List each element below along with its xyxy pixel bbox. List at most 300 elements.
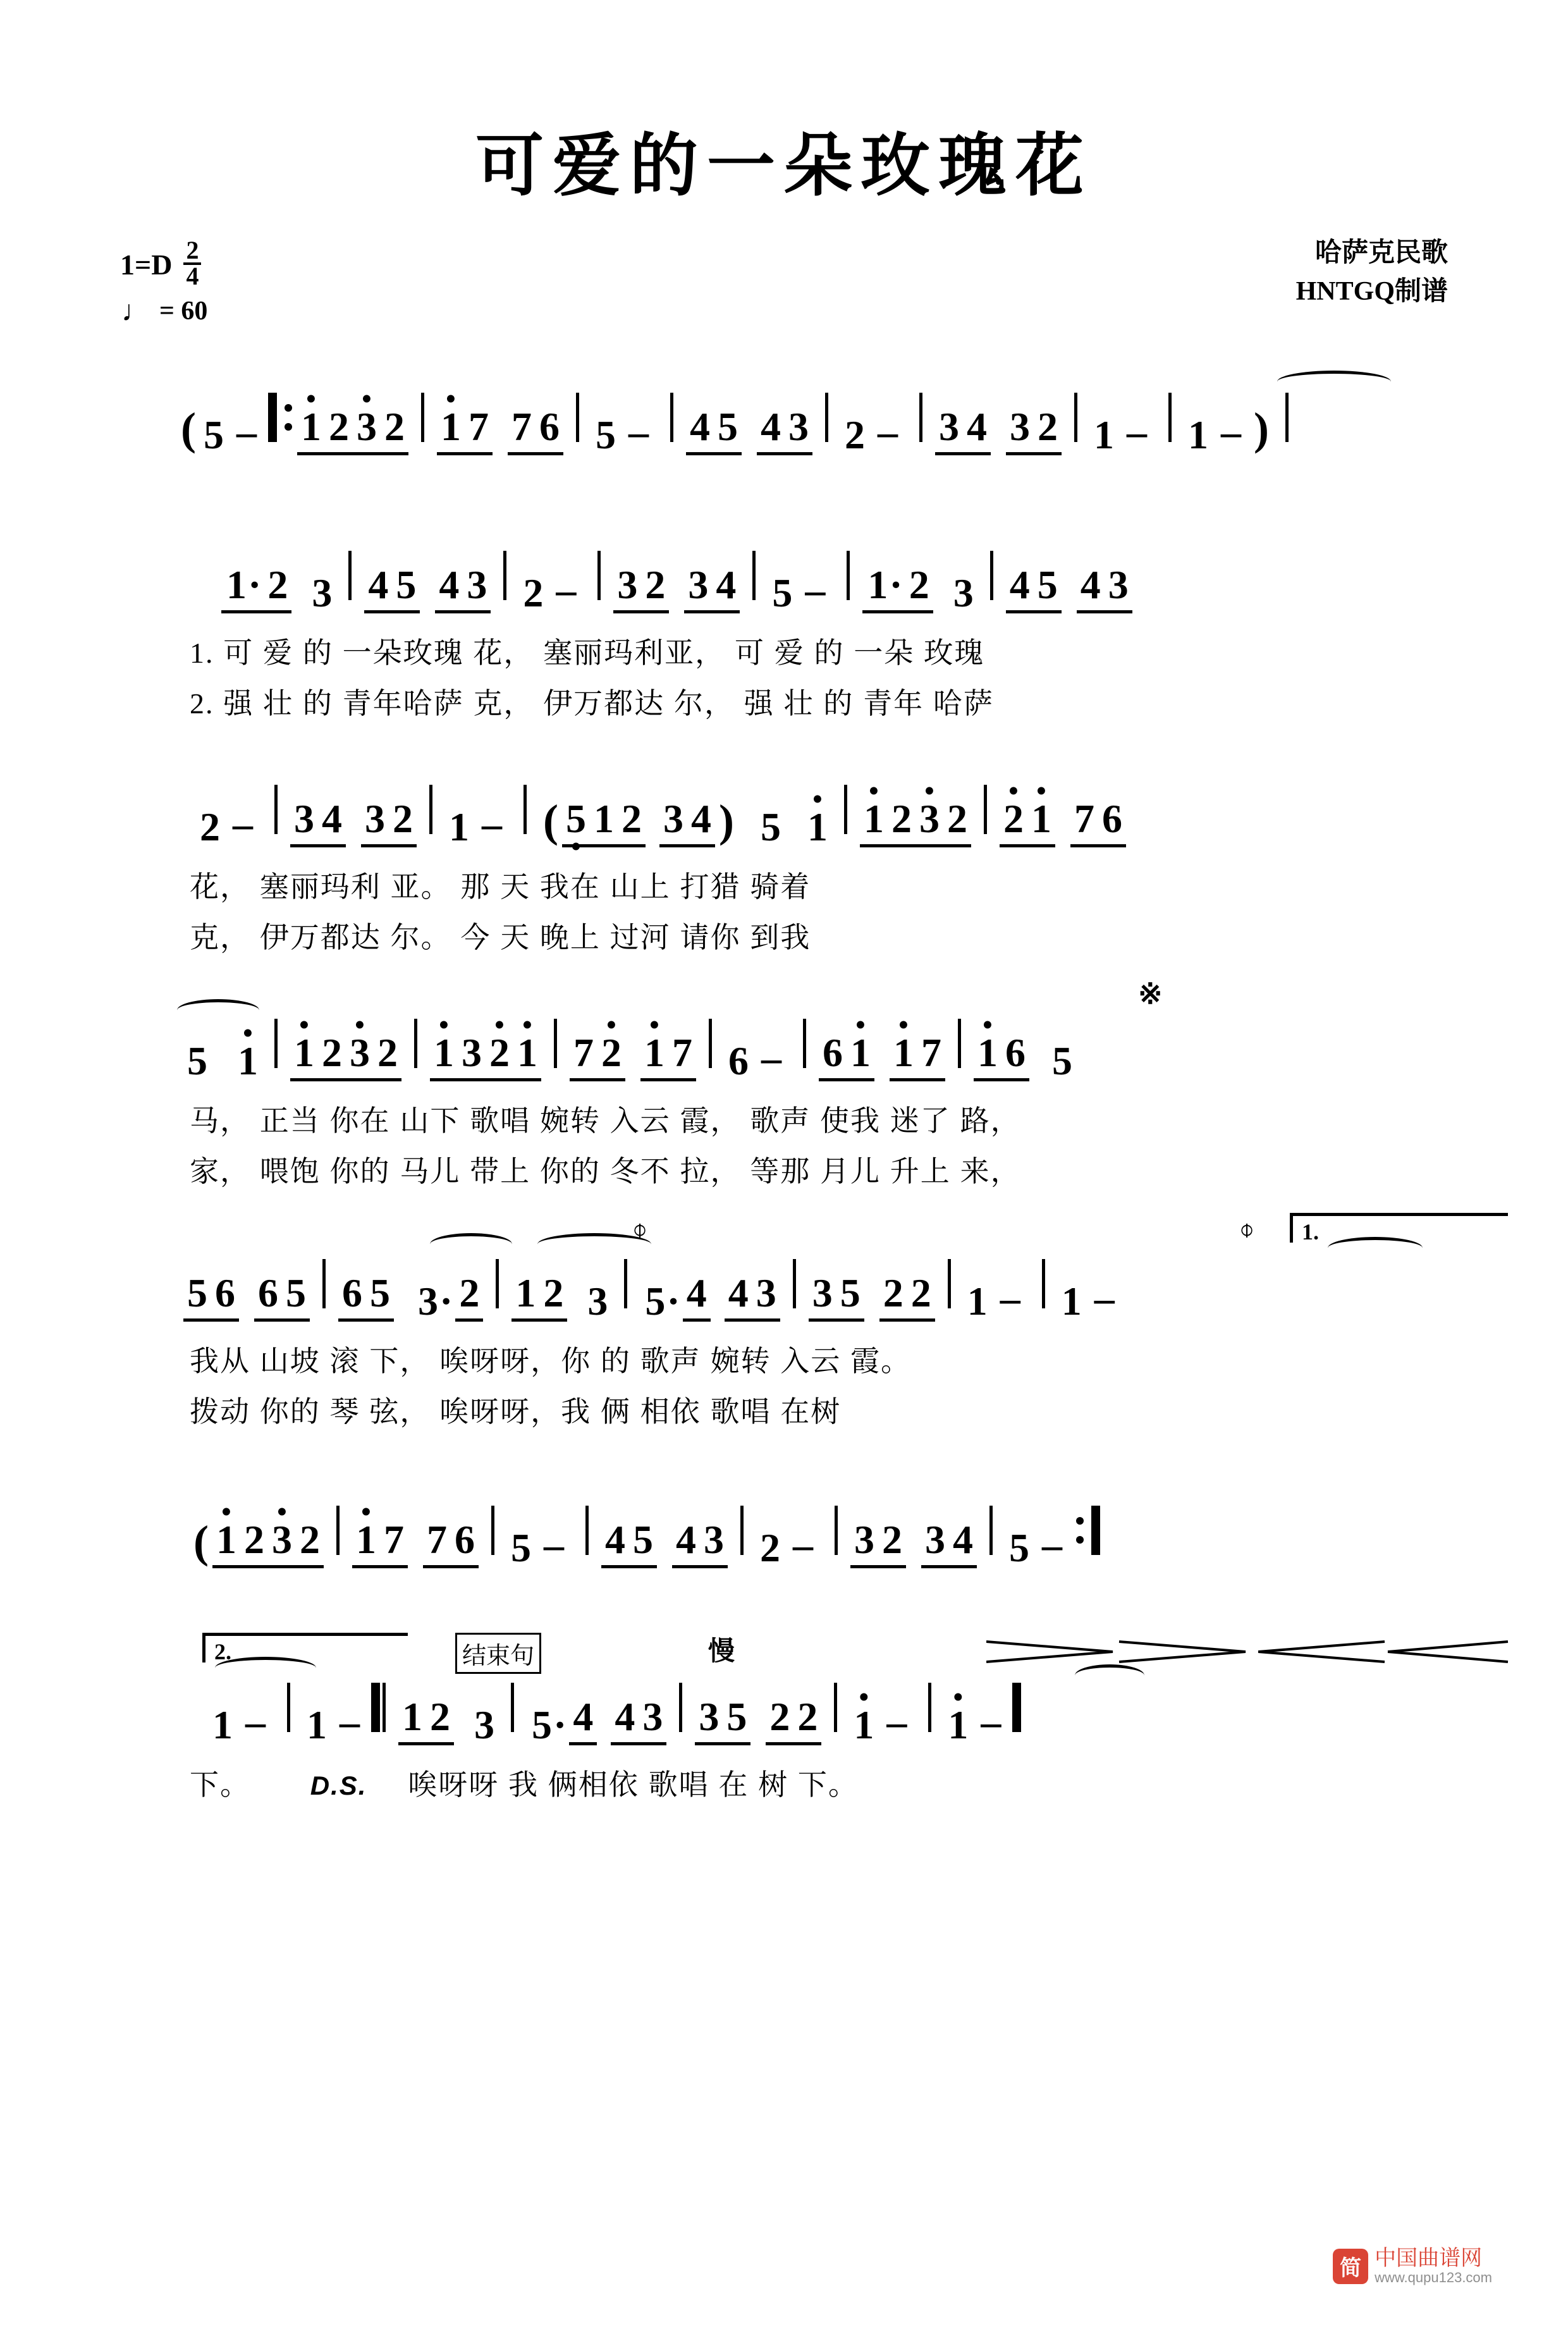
barline xyxy=(496,1259,499,1308)
beamed-group xyxy=(672,1517,728,1568)
note: 7 xyxy=(1074,796,1094,841)
barline xyxy=(928,1683,931,1732)
note: 3 xyxy=(953,570,974,615)
note: 4 xyxy=(1009,562,1030,607)
note: 5 xyxy=(286,1270,306,1315)
note: 5 xyxy=(772,570,793,615)
note: 5 • xyxy=(562,799,590,839)
note-dash: – xyxy=(1126,409,1147,454)
note: • 3 xyxy=(353,407,381,447)
beamed-group xyxy=(757,404,812,455)
paren-open: ( xyxy=(543,796,558,846)
note: 7 xyxy=(921,1030,941,1075)
note: 5 xyxy=(717,404,738,449)
note: 1 xyxy=(967,1279,988,1324)
note: 5 xyxy=(203,412,224,457)
note: 4 xyxy=(952,1517,973,1562)
note: 5 xyxy=(510,1525,531,1570)
beamed-group xyxy=(695,1694,750,1745)
note: 4 xyxy=(689,404,710,449)
note: • 2 xyxy=(1000,799,1027,839)
lyric-line xyxy=(101,1762,1467,1804)
note-dash: – xyxy=(340,1699,360,1744)
beamed-group xyxy=(686,404,742,455)
paren-close: ) xyxy=(1253,403,1269,454)
note: 2 xyxy=(769,1694,790,1739)
note: 3 xyxy=(587,1279,608,1324)
note-dash: – xyxy=(877,409,898,454)
barline xyxy=(274,1019,278,1068)
time-signature xyxy=(183,236,201,290)
beamed-group xyxy=(290,796,346,847)
note: 7 xyxy=(573,1030,594,1075)
note: 6 xyxy=(342,1270,362,1315)
barline xyxy=(835,1506,838,1555)
note: 5 xyxy=(1052,1038,1072,1083)
note: 7 xyxy=(511,404,532,449)
barline xyxy=(597,551,601,600)
note-dash: – xyxy=(233,801,253,846)
note: 2 xyxy=(759,1525,780,1570)
system-verse-3 xyxy=(101,978,1467,1189)
note: 3 xyxy=(365,796,385,841)
note: 2 xyxy=(621,796,642,841)
lyric-text: 家， 喂饱 你的 马儿 带上 你的 冬不 拉， 等那 月儿 升上 来， xyxy=(190,1155,1021,1188)
verse-number: 2. xyxy=(190,687,214,720)
staff-line-interlude xyxy=(101,1492,1467,1568)
note-dash: – xyxy=(805,567,826,612)
note: • 1 xyxy=(850,1705,878,1745)
system-intro xyxy=(101,379,1467,487)
beamed-group xyxy=(570,1030,625,1081)
note: 1 xyxy=(1061,1279,1082,1324)
note-dotted: 3 · xyxy=(414,1281,455,1322)
barline xyxy=(421,393,424,442)
note: 2 xyxy=(881,1517,902,1562)
system-verse-2 xyxy=(101,771,1467,955)
beamed-group xyxy=(684,562,740,613)
volta-bracket-2 xyxy=(202,1633,408,1662)
note: 6 xyxy=(1101,796,1122,841)
time-signature-numerator: 2 xyxy=(183,239,201,265)
note: 2 xyxy=(946,796,967,841)
verse-number: 1. xyxy=(190,637,214,669)
repeat-end-dots xyxy=(1076,1506,1084,1555)
lyric-text: 唉呀呀 我 俩相依 歌唱 在 树 下。 xyxy=(408,1768,859,1801)
note: 2 xyxy=(328,404,349,449)
barline xyxy=(287,1683,290,1732)
beamed-group xyxy=(659,796,715,847)
beamed-group xyxy=(613,562,669,613)
note-dash: – xyxy=(1220,409,1241,454)
note: • 3 xyxy=(268,1520,296,1560)
key-signature-text: 1=D xyxy=(120,249,173,281)
beamed-group xyxy=(297,404,408,455)
note: 3 xyxy=(924,1517,945,1562)
system-ending xyxy=(101,1636,1467,1859)
note: • 1 xyxy=(437,407,465,447)
note: 2 xyxy=(393,796,413,841)
beamed-group xyxy=(921,1517,977,1568)
tempo-value: = 60 xyxy=(159,297,208,326)
note: 3 xyxy=(703,1517,724,1562)
note: 3 xyxy=(756,1270,776,1315)
beamed-group xyxy=(508,404,563,455)
key-signature xyxy=(120,236,201,290)
barline xyxy=(274,785,278,834)
note-dash: – xyxy=(245,1699,266,1744)
note: • 1 xyxy=(352,1520,380,1560)
lyric-text: 可 爱 的 一朵玫瑰 花， 塞丽玛利亚， 可 爱 的 一朵 玫瑰 xyxy=(223,636,985,669)
note-dash: – xyxy=(792,1522,813,1567)
note: 6 xyxy=(1005,1030,1026,1075)
beamed-group xyxy=(879,1270,935,1322)
lyric-text: 强 壮 的 青年哈萨 克， 伊万都达 尔， 强 壮 的 青年 哈萨 xyxy=(223,687,994,720)
note: 4 xyxy=(569,1697,597,1745)
barline xyxy=(989,1506,993,1555)
beamed-group xyxy=(435,562,491,613)
barline xyxy=(948,1259,951,1308)
watermark-text xyxy=(1375,2247,1492,2285)
barline xyxy=(383,1683,386,1732)
barline xyxy=(803,1019,806,1068)
note-dash: – xyxy=(628,409,649,454)
ending-section-label: 结束句 xyxy=(455,1633,541,1674)
beamed-group xyxy=(437,404,493,455)
arranger-text: HNTGQ制谱 xyxy=(1295,276,1448,306)
beamed-group xyxy=(862,562,933,613)
barline xyxy=(322,1259,326,1308)
beamed-group xyxy=(860,796,971,847)
staff-line-ending xyxy=(101,1669,1467,1745)
note: 6 xyxy=(215,1270,235,1315)
paren-open: ( xyxy=(193,1516,209,1567)
note: 4 xyxy=(604,1517,625,1562)
barline xyxy=(624,1259,627,1308)
note: 1 xyxy=(212,1702,233,1747)
note: 2 xyxy=(543,1270,564,1315)
beamed-group xyxy=(640,1030,696,1081)
note: 5 xyxy=(632,1517,653,1562)
lyric-line xyxy=(101,680,1467,722)
lyric-text: 拨动 你的 琴 弦， 唉呀呀，我 俩 相依 歌唱 在树 xyxy=(190,1395,842,1428)
barline xyxy=(491,1506,494,1555)
note: • 1 xyxy=(974,1033,1001,1073)
note: 3 xyxy=(938,404,959,449)
time-signature-denominator: 4 xyxy=(186,261,199,290)
note: 4 xyxy=(966,404,987,449)
note: 3 xyxy=(663,796,683,841)
beamed-group xyxy=(809,1270,864,1322)
note: • 1 xyxy=(212,1520,240,1560)
note: 2 xyxy=(299,1517,320,1562)
barline-final xyxy=(1012,1683,1021,1732)
note: 2 xyxy=(797,1694,818,1739)
beamed-group xyxy=(212,1517,324,1568)
watermark-badge-icon: 简 xyxy=(1333,2249,1368,2284)
note: 3 xyxy=(462,1030,482,1075)
barline xyxy=(709,1019,712,1068)
note: • 1 xyxy=(290,1033,318,1073)
note: 1 xyxy=(515,1270,536,1315)
note-dotted: 5 · xyxy=(528,1705,569,1745)
beamed-group xyxy=(935,404,991,455)
watermark xyxy=(1333,2247,1492,2285)
barline xyxy=(834,1683,837,1732)
beamed-group xyxy=(254,1270,310,1322)
barline xyxy=(524,785,527,834)
note: 1 xyxy=(449,804,469,849)
crescendo-hairpin xyxy=(986,1639,1252,1668)
note: 2 xyxy=(1037,404,1058,449)
page-title: 可爱的一朵玫瑰花 xyxy=(475,129,1093,204)
barline xyxy=(990,551,993,600)
note: 5 xyxy=(187,1038,207,1083)
note: 7 xyxy=(468,404,489,449)
note: 5 xyxy=(187,1270,207,1315)
volta-label: 2. xyxy=(214,1639,231,1664)
note: • 1 xyxy=(890,1033,917,1073)
note: 6 xyxy=(258,1270,278,1315)
note-dotted: 1 · xyxy=(864,565,905,605)
lyric-text: 马， 正当 你在 山下 歌唱 婉转 入云 霞， 歌声 使我 迷了 路， xyxy=(190,1104,1021,1137)
lyric-text: 花， 塞丽玛利 亚。 那 天 我在 山上 打猎 骑着 xyxy=(190,870,811,903)
note: 2 xyxy=(523,570,544,615)
note: 2 xyxy=(200,804,220,849)
barline xyxy=(336,1506,340,1555)
note: 2 xyxy=(384,404,405,449)
note: 3 xyxy=(294,796,314,841)
beamed-group xyxy=(1006,562,1062,613)
barline xyxy=(919,393,922,442)
note: 6 xyxy=(823,1030,843,1075)
barline xyxy=(670,393,673,442)
decrescendo-hairpin xyxy=(1258,1639,1511,1668)
repeat-start-dots xyxy=(285,393,292,442)
note: 5 xyxy=(726,1694,747,1739)
lyric-text: 克， 伊万都达 尔。 今 天 晚上 过河 请你 到我 xyxy=(190,921,811,954)
barline xyxy=(554,1019,557,1068)
beamed-group xyxy=(1070,796,1126,847)
hairpin-svg xyxy=(986,1639,1252,1664)
note: • 3 xyxy=(916,799,943,839)
note: 6 xyxy=(728,1038,749,1083)
note: 3 xyxy=(812,1270,833,1315)
beamed-group xyxy=(819,1030,874,1081)
note-dotted: 1 · xyxy=(223,565,264,605)
note: 1 xyxy=(593,796,614,841)
note: 4 xyxy=(760,404,781,449)
beamed-group xyxy=(364,562,420,613)
lyric-text: 下。 xyxy=(190,1768,250,1801)
beamed-group xyxy=(562,796,646,847)
note: 5 xyxy=(1037,562,1058,607)
lyric-line xyxy=(101,1338,1467,1380)
barline xyxy=(348,551,352,600)
barline xyxy=(844,785,847,834)
beamed-group xyxy=(725,1270,780,1322)
barline xyxy=(847,551,850,600)
slow-marking: 慢 xyxy=(708,1636,735,1666)
barline xyxy=(1042,1259,1045,1308)
note: 3 xyxy=(474,1702,494,1747)
lyric-line xyxy=(101,1098,1467,1140)
note: 2 xyxy=(645,562,666,607)
beamed-group xyxy=(423,1517,479,1568)
note: 7 xyxy=(672,1030,692,1075)
note: • 1 xyxy=(847,1033,874,1073)
note: • 1 xyxy=(430,1033,458,1073)
credits xyxy=(1296,234,1448,311)
volta-label: 1. xyxy=(1302,1219,1319,1244)
note: 4 xyxy=(716,562,737,607)
note: 2 xyxy=(844,412,865,457)
hairpin-svg xyxy=(1258,1639,1511,1664)
beamed-group xyxy=(290,1030,401,1081)
beamed-group xyxy=(338,1270,394,1322)
breath-mark-icon: ⌽ xyxy=(1239,1215,1254,1243)
breath-mark-icon: ⌽ xyxy=(632,1215,647,1243)
barline xyxy=(576,393,579,442)
note: 2 xyxy=(322,1030,342,1075)
note-dash: – xyxy=(981,1699,1001,1744)
beamed-group xyxy=(221,562,291,613)
note: 2 xyxy=(455,1273,483,1322)
watermark-site-url: www.qupu123.com xyxy=(1375,2269,1492,2285)
note-dash: – xyxy=(556,567,577,612)
system-interlude xyxy=(101,1492,1467,1600)
barline-thick xyxy=(268,393,277,442)
note-dash: – xyxy=(1041,1522,1062,1567)
note: 7 xyxy=(383,1517,404,1562)
sheet-music-page xyxy=(0,111,1568,2329)
note: 4 xyxy=(322,796,342,841)
staff-line-verse-2 xyxy=(101,771,1467,847)
barline xyxy=(1285,393,1289,442)
note: 5 xyxy=(760,804,781,849)
lyric-line xyxy=(101,630,1467,672)
source-text: 哈萨克民歌 xyxy=(1314,238,1448,267)
beamed-group xyxy=(601,1517,657,1568)
note: 4 xyxy=(683,1273,711,1322)
note: • 1 xyxy=(640,1033,668,1073)
note: 3 xyxy=(467,562,487,607)
segno-sign: ※ xyxy=(1138,978,1163,1010)
staff-line-intro xyxy=(101,379,1467,455)
note: 2 xyxy=(430,1694,450,1739)
note-dash: – xyxy=(482,801,502,846)
note-dash: – xyxy=(1000,1275,1020,1320)
barline xyxy=(511,1683,514,1732)
beamed-group xyxy=(361,796,417,847)
note: 3 xyxy=(642,1694,663,1739)
note: 1 xyxy=(307,1702,327,1747)
note: 2 xyxy=(243,1517,264,1562)
staff-line-verse-3 xyxy=(101,1005,1467,1081)
ds-marking: D.S. xyxy=(310,1771,367,1800)
beamed-group xyxy=(611,1694,666,1745)
note: • 2 xyxy=(597,1033,625,1073)
barline xyxy=(414,1019,417,1068)
note: • 1 xyxy=(1027,799,1055,839)
barline xyxy=(793,1259,796,1308)
note-dash: – xyxy=(886,1699,907,1744)
lyric-line xyxy=(101,1148,1467,1190)
beamed-group xyxy=(766,1694,821,1745)
note: 2 xyxy=(377,1030,398,1075)
barline xyxy=(958,1019,961,1068)
note: 3 xyxy=(688,562,709,607)
note: 4 xyxy=(615,1694,635,1739)
staff-line-verse-4 xyxy=(101,1246,1467,1322)
beamed-group xyxy=(1000,796,1055,847)
system-verse-1 xyxy=(101,538,1467,721)
note: 4 xyxy=(439,562,460,607)
beamed-group xyxy=(890,1030,945,1081)
lyric-text: 我从 山坡 滚 下， 唉呀呀，你 的 歌声 婉转 入云 霞。 xyxy=(190,1344,912,1377)
barline-thick xyxy=(1091,1506,1100,1555)
note: 1 xyxy=(1187,412,1208,457)
note-dash: – xyxy=(761,1035,781,1080)
note: • 1 xyxy=(944,1705,972,1745)
note: • 1 xyxy=(234,1041,262,1081)
beamed-group xyxy=(850,1517,906,1568)
paren-open: ( xyxy=(181,403,196,454)
paren-close: ) xyxy=(718,796,734,846)
beamed-group xyxy=(1006,404,1062,455)
note: • 1 xyxy=(513,1033,541,1073)
note: 3 xyxy=(1009,404,1030,449)
barline xyxy=(825,393,828,442)
note: 3 xyxy=(617,562,638,607)
note-dotted: 5 · xyxy=(641,1281,682,1322)
note: 5 xyxy=(840,1270,861,1315)
note: 3 xyxy=(788,404,809,449)
note: 6 xyxy=(539,404,560,449)
score-metadata xyxy=(0,234,1568,341)
note: 2 xyxy=(909,562,929,607)
barline xyxy=(740,1506,744,1555)
system-verse-4 xyxy=(101,1215,1467,1435)
note: • 3 xyxy=(346,1033,374,1073)
note: 2 xyxy=(883,1270,903,1315)
note-dash: – xyxy=(543,1522,564,1567)
note: • 2 xyxy=(486,1033,513,1073)
note: 4 xyxy=(690,796,711,841)
note: 5 xyxy=(370,1270,390,1315)
barline-thick xyxy=(371,1683,380,1732)
barline xyxy=(984,785,987,834)
note: 3 xyxy=(854,1517,874,1562)
beamed-group xyxy=(352,1517,408,1568)
note: 5 xyxy=(1008,1525,1029,1570)
lyric-line xyxy=(101,914,1467,956)
note: 1 xyxy=(1093,412,1114,457)
note: • 1 xyxy=(297,407,325,447)
barline xyxy=(1074,393,1077,442)
note: 4 xyxy=(1080,562,1101,607)
note: 3 xyxy=(699,1694,720,1739)
lyric-line xyxy=(101,864,1467,906)
note: 2 xyxy=(891,796,912,841)
tempo-marking xyxy=(118,296,207,326)
barline xyxy=(752,551,756,600)
beamed-group xyxy=(1077,562,1132,613)
note: 1 xyxy=(402,1694,422,1739)
barline xyxy=(679,1683,682,1732)
note: 4 xyxy=(675,1517,696,1562)
lyric-line xyxy=(101,1389,1467,1430)
